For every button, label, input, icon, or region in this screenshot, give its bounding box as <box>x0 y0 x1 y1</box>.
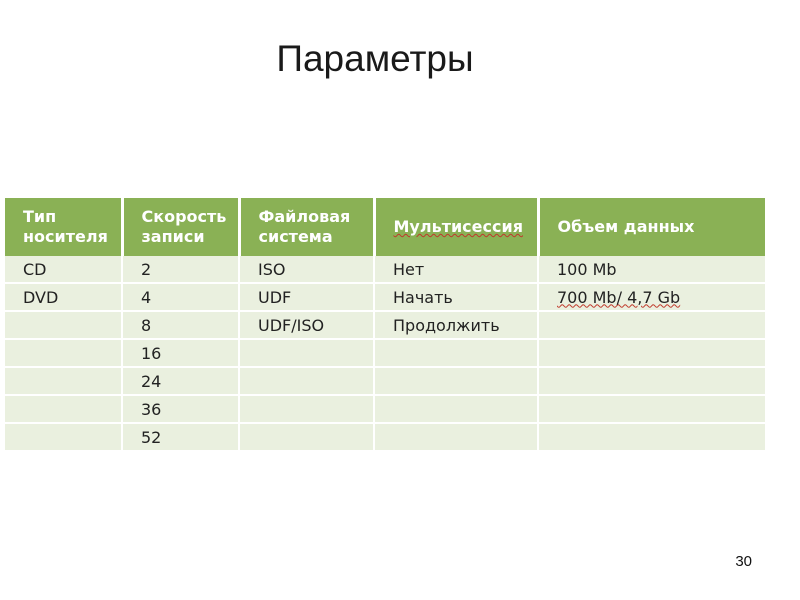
cell-file-system <box>239 423 374 451</box>
cell-data-volume <box>538 423 765 451</box>
page-number: 30 <box>735 553 752 570</box>
cell-data-volume <box>538 367 765 395</box>
cell-media-type: CD <box>5 256 122 283</box>
cell-media-type <box>5 367 122 395</box>
cell-multisession: Нет <box>374 256 538 283</box>
cell-file-system <box>239 395 374 423</box>
cell-media-type <box>5 395 122 423</box>
table-row <box>5 339 765 367</box>
table-row <box>5 283 765 311</box>
table-row <box>5 367 765 395</box>
cell-write-speed: 4 <box>122 283 239 311</box>
cell-file-system: UDF <box>239 283 374 311</box>
cell-write-speed: 52 <box>122 423 239 451</box>
cell-multisession: Продолжить <box>374 311 538 339</box>
header-write-speed: Скорость записи <box>122 198 239 256</box>
cell-multisession <box>374 395 538 423</box>
cell-data-volume <box>538 339 765 367</box>
table-row <box>5 311 765 339</box>
table-row <box>5 423 765 451</box>
cell-file-system <box>239 339 374 367</box>
cell-media-type <box>5 339 122 367</box>
cell-data-volume-text: 700 Mb/ 4,7 Gb <box>557 287 681 307</box>
cell-write-speed: 16 <box>122 339 239 367</box>
header-file-system: Файловая система <box>239 198 374 256</box>
cell-media-type <box>5 311 122 339</box>
cell-write-speed: 36 <box>122 395 239 423</box>
cell-file-system: UDF/ISO <box>239 311 374 339</box>
cell-media-type <box>5 423 122 451</box>
page-title: Параметры <box>276 38 474 79</box>
cell-media-type: DVD <box>5 283 122 311</box>
cell-data-volume <box>538 283 765 311</box>
cell-data-volume <box>538 311 765 339</box>
cell-file-system <box>239 367 374 395</box>
parameters-table-container <box>5 198 765 452</box>
cell-file-system: ISO <box>239 256 374 283</box>
table-row <box>5 256 765 283</box>
table-body <box>5 256 765 451</box>
cell-data-volume: 100 Mb <box>538 256 765 283</box>
header-multisession <box>374 198 538 256</box>
header-media-type: Тип носителя <box>5 198 122 256</box>
table-header-row <box>5 198 765 256</box>
parameters-table <box>5 198 765 452</box>
cell-write-speed: 8 <box>122 311 239 339</box>
cell-data-volume <box>538 395 765 423</box>
cell-multisession <box>374 367 538 395</box>
cell-write-speed: 24 <box>122 367 239 395</box>
cell-multisession <box>374 339 538 367</box>
table-row <box>5 395 765 423</box>
header-multisession-label: Мультисессия <box>393 217 523 236</box>
header-data-volume: Объем данных <box>538 198 765 256</box>
cell-write-speed: 2 <box>122 256 239 283</box>
cell-multisession: Начать <box>374 283 538 311</box>
cell-multisession <box>374 423 538 451</box>
